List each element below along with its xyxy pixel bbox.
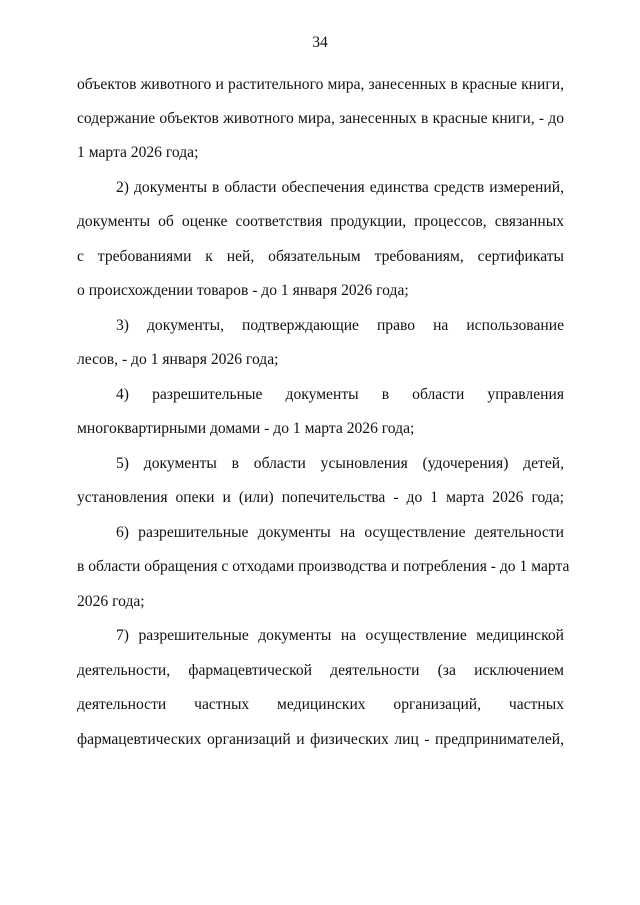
text-line: в области обращения с отходами производства и потребления - до 1 марта: [77, 558, 570, 575]
text-line: содержание объектов животного мира, занесенных в красные книги, - до: [77, 110, 564, 127]
text-line: деятельности частных медицинских организаций, частных: [77, 696, 564, 713]
text-line: фармацевтических организаций и физических лиц - предпринимателей,: [77, 731, 564, 748]
text-line: многоквартирными домами - до 1 марта 2026 года;: [77, 420, 415, 437]
text-line: документы об оценке соответствия продукции, процессов, связанных: [77, 213, 564, 230]
text-line: о происхождении товаров - до 1 января 2026 года;: [77, 282, 409, 299]
text-line: 4) разрешительные документы в области управления: [116, 386, 564, 403]
text-line: 2026 года;: [77, 593, 145, 610]
text-line: 3) документы, подтверждающие право на использование: [116, 317, 564, 334]
text-line: 6) разрешительные документы на осуществление деятельности: [116, 524, 564, 541]
text-line: объектов животного и растительного мира, занесенных в красные книги,: [77, 76, 564, 93]
text-line: 7) разрешительные документы на осуществление медицинской: [116, 627, 564, 644]
text-line: 2) документы в области обеспечения единства средств измерений,: [116, 179, 564, 196]
text-line: деятельности, фармацевтической деятельности (за исключением: [77, 662, 564, 679]
text-line: установления опеки и (или) попечительства - до 1 марта 2026 года;: [77, 489, 564, 506]
text-line: 1 марта 2026 года;: [77, 144, 199, 161]
page-number: 34: [312, 34, 328, 51]
text-line: 5) документы в области усыновления (удочерения) детей,: [116, 455, 564, 472]
text-line: с требованиями к ней, обязательным требованиям, сертификаты: [77, 248, 564, 265]
text-line: лесов, - до 1 января 2026 года;: [77, 351, 279, 368]
